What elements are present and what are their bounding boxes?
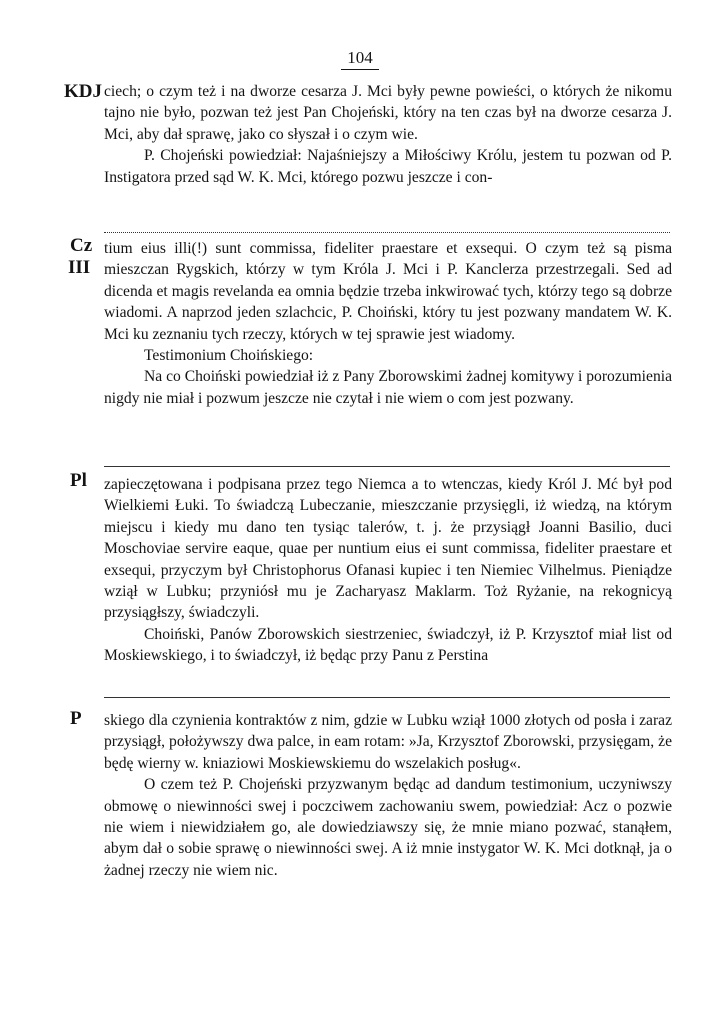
siglum-iii: III — [68, 257, 91, 278]
siglum-pl: Pl — [70, 470, 87, 491]
paragraph: Na co Choiński powiedział iż z Pany Zborowskimi żadnej komitywy i porozumienia nigdy nie miał i pozwum jeszcze nie czytał i nie wiem o com jest pozwany. — [104, 368, 672, 407]
siglum-kdj: KDJ — [64, 81, 102, 102]
paragraph: O czem też P. Chojeński przyzwanym będąc ad dandum testimonium, uczyniwszy obmowę o niewinności swej i poczciwem zachowaniu swem, powiedział: Acz o pozwie nie wiem i niewidziałem go, ale dowiedziawszy się, że mnie miano pozwać, stanąłem, abym dał o sobie sprawę o niewinności swej. A iż mnie instygator W. K. Mci dotknął, ja o żadnej rzeczy nie wiem nic. — [104, 776, 672, 879]
section-kdj-text — [104, 81, 672, 188]
paragraph: Choiński, Panów Zborowskich siestrzeniec, świadczył, iż P. Krzysztof miał list od Moskiewskiego, i to świadczył, iż będąc przy Panu z Perstina — [104, 625, 672, 665]
paragraph: skiego dla czynienia kontraktów z nim, gdzie w Lubku wziął 1000 złotych od posła i zaraz przysiągł, położywszy dwa palce, in eam rotam: »Ja, Krzysztof Zborowski, przysięgam, że będę wierny w. kniaziowi Moskiewskiemu do wszelakich posług«. — [104, 712, 672, 772]
section-divider — [104, 232, 670, 233]
paragraph: ciech; o czym też i na dworze cesarza J. Mci były pewne powieści, o których że nikomu tajno nie było, pozwan też jest Pan Chojeński, który na ten czas był na dworze cesarza J. Mci, aby dał sprawę, jako co słyszał i o czym wie. — [104, 83, 672, 143]
section-pl-text — [104, 474, 672, 667]
paragraph: Testimonium Choińskiego: — [144, 347, 314, 365]
section-divider — [104, 466, 670, 467]
section-divider — [104, 697, 670, 698]
paragraph: tium eius illi(!) sunt commissa, fideliter praestare et exsequi. O czym też są pisma mieszczan Rygskich, którzy w tym Króla J. Mci i P. Kanclerza przestrzegali. Sed ad dicenda et magis revelanda ea omnia będzie trzeba inkwirować tych, którzy tego są dobrze wiadomi. A naprzod jeden szlachcic, P. Choiński, który tu jest pozwany mandatem W. K. Mci ku zeznaniu tych rzeczy, których w tej sprawie jest wiadomy. — [104, 240, 672, 343]
paragraph: zapieczętowana i podpisana przez tego Niemca a to wtenczas, kiedy Król J. Mć był pod Wielkiemi Łuki. To świadczą Lubeczanie, mieszczanie przysięgli, iż wiedzą, na którym miejscu i kiedy mu dano ten tysiąc talerów, t. j. że przysiągł Joanni Basilio, duci Moschoviae servire eaque, quae per nuntium eius ei sunt commissa, fideliter praestare et exsequi, przyczym był Christophorus Ofanasi kupiec i ten Niemiec Vilhelmus. Pieniądze wziął w Lubku; przyniósł mu je Zacharyasz Maklarm. Toż Ryżanie, na rekognicyą przysiągłszy, świadczyli. — [104, 476, 672, 622]
siglum-cz: Cz — [70, 235, 93, 256]
section-cz-text — [104, 238, 672, 409]
paragraph: P. Chojeński powiedział: Najaśniejszy a Miłościwy Królu, jestem tu pozwan od P. Instigatora przed sąd W. K. Mci, którego pozwu jeszcze i con- — [104, 147, 672, 186]
section-p-text — [104, 710, 672, 881]
page-number: 104 — [0, 48, 720, 70]
siglum-p: P — [70, 708, 82, 729]
